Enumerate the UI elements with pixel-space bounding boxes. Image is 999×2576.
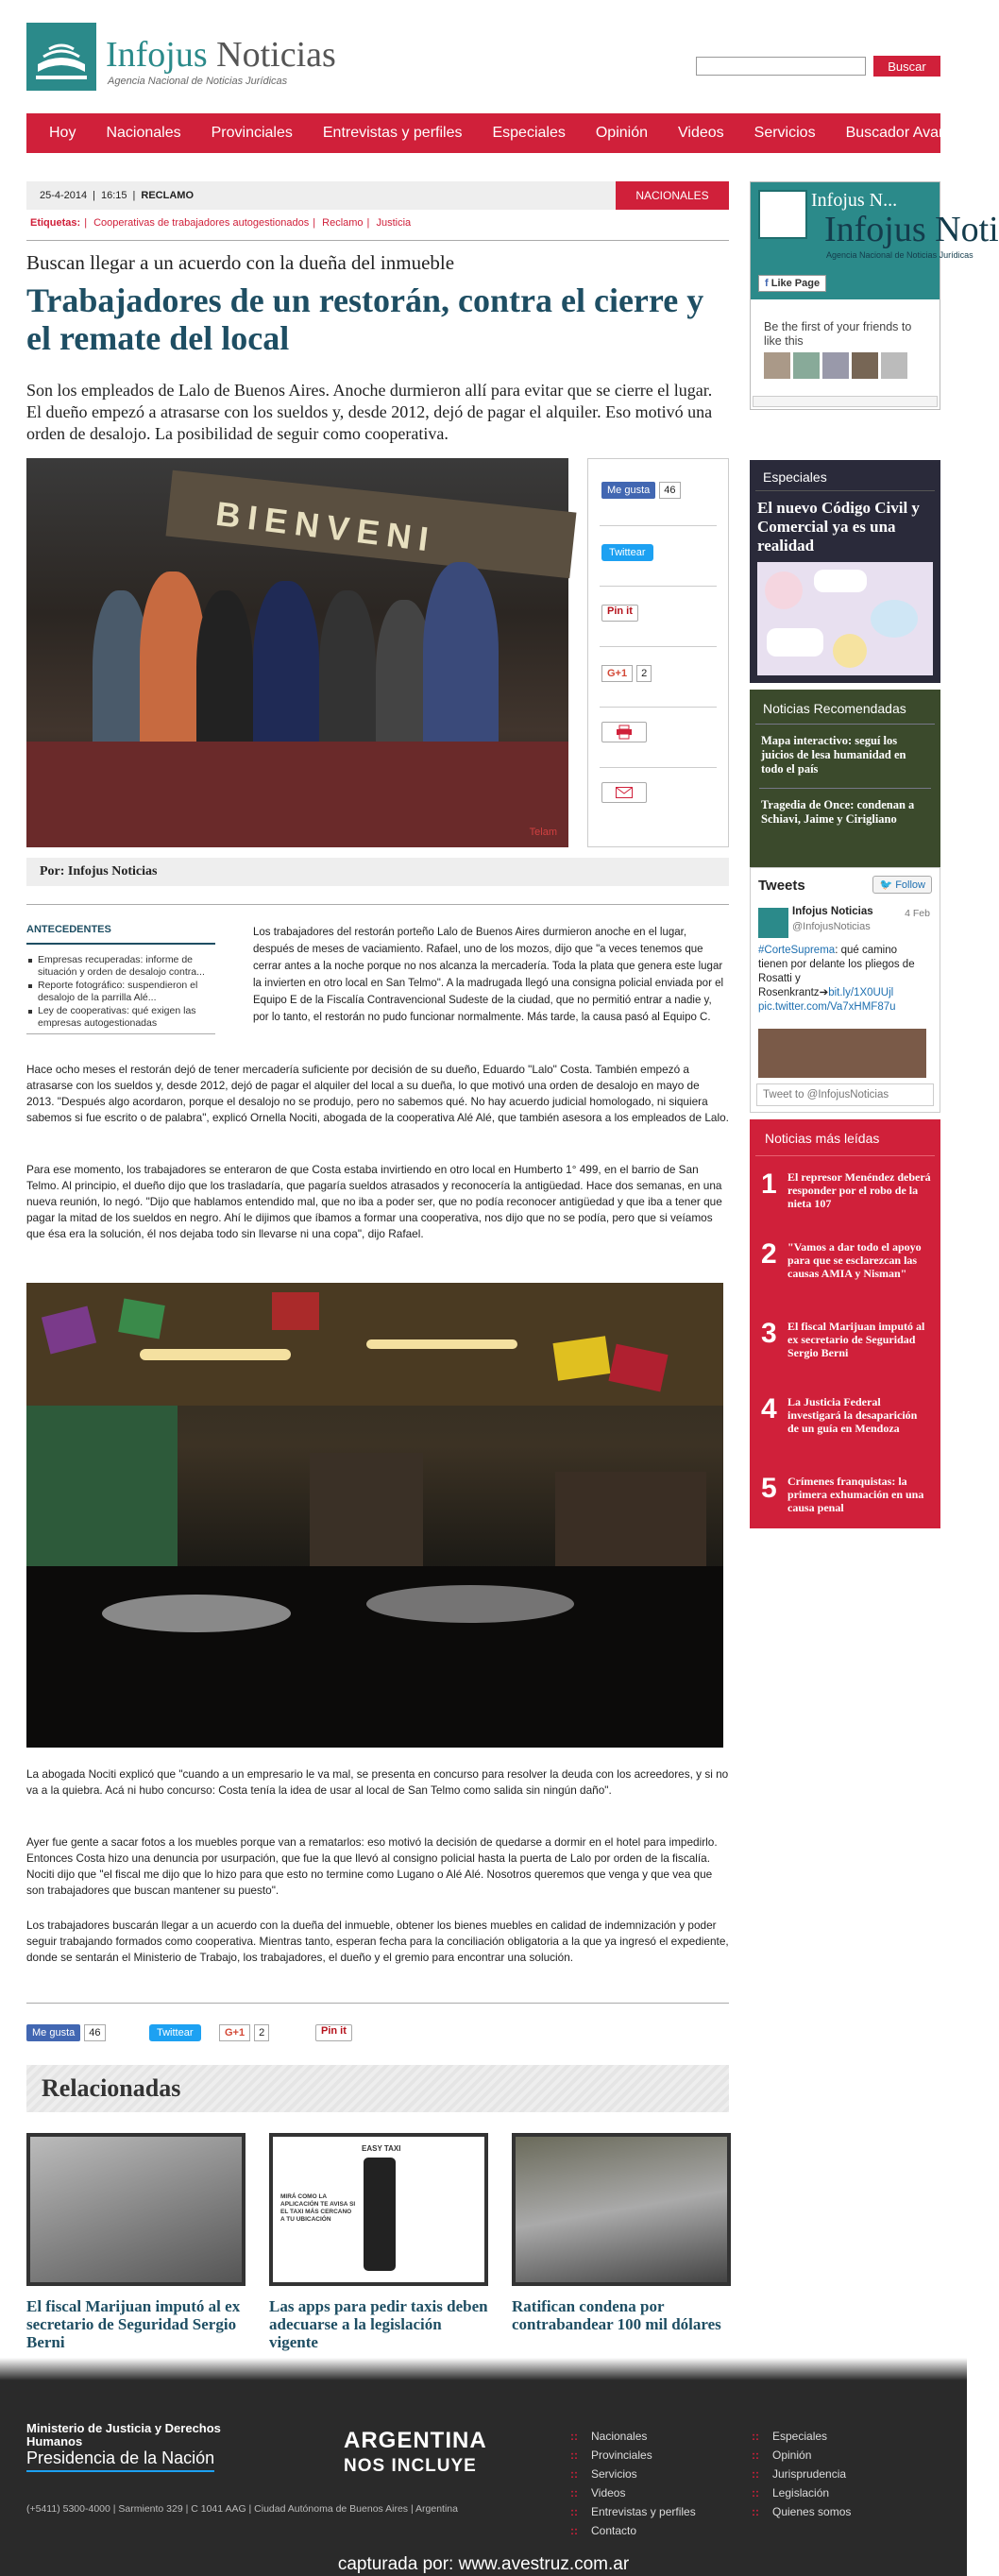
pin-it-button[interactable]: Pin it — [315, 2024, 352, 2041]
nav-hoy[interactable]: Hoy — [49, 125, 76, 141]
tag-link[interactable]: Justicia — [376, 217, 412, 229]
search-input[interactable] — [696, 57, 866, 76]
article-paragraph: Ayer fue gente a sacar fotos a los muebles porque van a rematarlos: eso motivó la decisión de quedarse a dormir en el hotel para impedirlo. Entonces Costa hizo una denuncia por usurpación, que fue la que llevó al consigno policial hasta la puerta de Lalo por orden de la fiscalía. Nociti dijo que "el fiscal me dijo que lo hizo para que esto no termine como Lugano o Alé Alé. Nosotros queremos que venga y que vea que son trabajadores que buscan mantener su puesto". — [26, 1835, 718, 1897]
related-image[interactable] — [26, 2133, 246, 2286]
tweet-image[interactable] — [758, 1029, 926, 1078]
main-nav — [26, 113, 980, 153]
presidencia-label: Presidencia de la Nación — [26, 2448, 214, 2472]
tweet-widget[interactable] — [601, 544, 653, 561]
follow-button[interactable]: 🐦 Follow — [872, 876, 932, 894]
footer-link[interactable]: :: Especiales — [752, 2430, 851, 2443]
argentina-logo-text: ARGENTINA — [344, 2428, 487, 2453]
especiales-header: Especiales — [755, 460, 935, 491]
divider — [600, 586, 717, 587]
fb-like-button[interactable]: Me gusta — [601, 482, 655, 499]
footer-link[interactable]: :: Videos — [570, 2486, 696, 2499]
footer — [0, 2380, 967, 2576]
tweet-widget[interactable] — [149, 2024, 201, 2041]
fb-like-widget[interactable] — [26, 2024, 106, 2041]
footer-link[interactable]: :: Jurisprudencia — [752, 2467, 851, 2481]
article-photo — [26, 458, 568, 847]
related-title[interactable]: Las apps para pedir taxis deben adecuarse a la legislación vigente — [269, 2297, 488, 2351]
mas-leidas-box — [750, 1119, 940, 1528]
gplus-count: 2 — [636, 665, 652, 682]
nav-especiales[interactable]: Especiales — [492, 125, 566, 141]
fb-like-page-button[interactable]: f Like Page — [758, 275, 826, 292]
photo-table — [26, 742, 568, 847]
article-time: 16:15 — [101, 190, 127, 201]
divider — [600, 646, 717, 647]
footer-links-col2 — [752, 2430, 851, 2524]
tweet-pic-link[interactable]: pic.twitter.com/Va7xHMF87u — [758, 1001, 896, 1013]
tweet-text: #CorteSuprema: qué camino tienen por delante los pliegos de Rosatti y Rosenkrantz➔bit.ly/1X0UUjl pic.twitter.com/Va7xHMF87u — [758, 945, 915, 1013]
twitter-account-name[interactable]: Infojus Noticias — [792, 906, 873, 917]
byline: Por: Infojus Noticias — [26, 858, 729, 886]
search-button[interactable]: Buscar — [873, 56, 940, 77]
divider — [26, 1033, 215, 1034]
recomendadas-header: Noticias Recomendadas — [755, 690, 935, 725]
fb-faces — [764, 352, 907, 379]
fb-like-widget[interactable] — [601, 482, 681, 499]
footer-link[interactable]: :: Provinciales — [570, 2448, 696, 2462]
article-date: 25-4-2014 — [40, 190, 88, 201]
fb-cover-sub: Agencia Nacional de Noticias Jurídicas — [826, 250, 974, 260]
book-logo-icon — [26, 23, 96, 91]
pin-widget[interactable] — [315, 2024, 352, 2041]
related-card[interactable] — [512, 2133, 731, 2333]
related-title[interactable]: Ratifican condena por contrabandear 100 mil dólares — [512, 2297, 721, 2333]
twitter-timeline — [750, 867, 940, 1113]
footer-link[interactable]: :: Entrevistas y perfiles — [570, 2505, 696, 2518]
antecedente-link[interactable]: Empresas recuperadas: informe de situación y orden de desalojo contra... — [26, 954, 215, 979]
gplus-count: 2 — [254, 2024, 269, 2041]
fb-friends-text: Be the first of your friends to like this — [764, 320, 912, 348]
page-avatar — [758, 190, 807, 239]
fb-like-count: 46 — [84, 2024, 105, 2041]
nav-entrevistas[interactable]: Entrevistas y perfiles — [322, 125, 463, 141]
antecedente-link[interactable]: Reporte fotográfico: suspendieron el desalojo de la parrilla Alé... — [26, 980, 215, 1004]
hashtag-link[interactable]: #CorteSuprema — [758, 945, 836, 956]
article-category: RECLAMO — [141, 190, 195, 201]
capture-credit: capturada por: www.avestruz.com.ar — [337, 2554, 630, 2574]
footer-address: (+5411) 5300-4000 | Sarmiento 329 | C 1041 AAG | Ciudad Autónoma de Buenos Aires | Argentina — [26, 2503, 458, 2515]
divider — [600, 707, 717, 708]
tweet-button[interactable]: Twittear — [601, 544, 653, 561]
tweet-to-input[interactable]: Tweet to @InfojusNoticias — [756, 1083, 934, 1106]
argentina-logo-sub: NOS INCLUYE — [344, 2456, 477, 2476]
tweets-header: Tweets — [758, 878, 805, 894]
phone-image — [364, 2158, 396, 2271]
pin-widget[interactable] — [601, 605, 638, 622]
footer-fade — [0, 2358, 967, 2380]
footer-link[interactable]: :: Servicios — [570, 2467, 696, 2481]
twitter-handle[interactable]: @InfojusNoticias — [792, 921, 871, 932]
nav-nacionales[interactable]: Nacionales — [106, 125, 181, 141]
photo-credit: Telam — [529, 827, 557, 838]
recomendada-link[interactable]: Mapa interactivo: seguí los juicios de lesa humanidad en todo el país — [761, 734, 906, 776]
related-card[interactable] — [269, 2133, 488, 2351]
envelope-icon[interactable] — [601, 782, 647, 803]
facebook-cover[interactable] — [751, 182, 999, 299]
tag-link[interactable]: Reclamo — [322, 217, 364, 229]
person-figure — [319, 590, 376, 760]
facebook-page-widget — [750, 181, 999, 410]
article-meta: 25-4-2014 | 16:15 | RECLAMO — [26, 181, 729, 210]
scrollbar[interactable] — [753, 396, 938, 407]
divider — [600, 767, 717, 768]
gplus-button[interactable]: G+1 — [601, 665, 633, 682]
gplus-widget[interactable] — [601, 665, 652, 682]
mas-leida-item[interactable]: 3 El fiscal Marijuan imputó al ex secretario de Seguridad Sergio Berni — [761, 1318, 925, 1359]
footer-link[interactable]: :: Legislación — [752, 2486, 851, 2499]
tags-label: Etiquetas: — [30, 217, 81, 229]
fb-like-button[interactable]: Me gusta — [26, 2024, 80, 2041]
especiales-title[interactable]: El nuevo Código Civil y Comercial ya es una realidad — [757, 499, 920, 554]
article-kicker: Buscan llegar a un acuerdo con la dueña del inmueble — [26, 251, 455, 274]
footer-link[interactable]: :: Contacto — [570, 2524, 696, 2537]
related-card[interactable] — [26, 2133, 246, 2351]
photo-sign-text: BIENVENI — [213, 493, 438, 560]
mas-leida-item[interactable]: 5 Crímenes franquistas: la primera exhumación en una causa penal — [761, 1473, 924, 1514]
nav-opinion[interactable]: Opinión — [595, 125, 649, 141]
recomendada-link[interactable]: Tragedia de Once: condenan a Schiavi, Jaime y Cirigliano — [761, 798, 915, 826]
fb-page-name[interactable]: Infojus N... — [811, 190, 898, 211]
tweet-link[interactable]: bit.ly/1X0UUjl — [828, 987, 894, 998]
share-box — [587, 458, 729, 847]
fb-cover-title: Infojus Noti — [824, 210, 999, 249]
ministerio-label: Ministerio de Justicia y Derechos Humanos — [26, 2421, 221, 2448]
person-figure — [423, 562, 499, 760]
tweet-button[interactable]: Twittear — [149, 2024, 201, 2041]
antecedente-link[interactable]: Ley de cooperativas: qué exigen las empresas autogestionadas — [26, 1005, 215, 1030]
article-paragraph: Hace ocho meses el restorán dejó de tener mercadería suficiente por decisión de su dueño, Eduardo "Lalo" Costa. También empezó a atrasarse con los sueldos y, desde 2012, dejó de pagar el alquiler del local a su dueña, lo que motivó una orden de desalojo en mayo de 2013. "Después algo acordaron, porque el desalojo no se produjo, pero no sabemos qué. No hay acuerdo judicial homologado, ni siquiera sabemos si fue escrito o de palabra", explicó Ornella Nociti, abogada de la cooperativa Alé Alé, que también asesora a los empleados de Lalo. — [26, 1063, 729, 1124]
related-image[interactable] — [512, 2133, 731, 2286]
especiales-image[interactable] — [757, 562, 933, 675]
article-lead: Son los empleados de Lalo de Buenos Aires. Anoche durmieron allí para evitar que se cierre el lugar. El dueño empezó a atrasarse con los sueldos y, desde 2012, dejó de pagar el alquiler. Eso motivó una orden de desalojo. La posibilidad de seguir como cooperativa. — [26, 381, 713, 443]
article-headline: Trabajadores de un restorán, contra el cierre y el remate del local — [26, 281, 704, 357]
restaurant-photo — [26, 1283, 723, 1748]
site-tagline: Agencia Nacional de Noticias Jurídicas — [108, 76, 288, 87]
twitter-avatar[interactable] — [758, 908, 788, 938]
pin-it-button[interactable]: Pin it — [601, 605, 638, 622]
tag-link[interactable]: Cooperativas de trabajadores autogestionados — [93, 217, 310, 229]
nav-servicios[interactable]: Servicios — [753, 125, 816, 141]
printer-icon[interactable] — [601, 722, 647, 742]
gplus-button[interactable]: G+1 — [219, 2024, 250, 2041]
mas-leida-item[interactable]: 1 El represor Menéndez deberá responder por el robo de la nieta 107 — [761, 1169, 931, 1210]
person-figure — [196, 590, 253, 760]
mas-leidas-header: Noticias más leídas — [755, 1119, 935, 1156]
tags-line: Etiquetas: | Cooperativas de trabajadores autogestionados | Reclamo | Justicia — [26, 217, 729, 229]
related-title[interactable]: El fiscal Marijuan imputó al ex secretario de Seguridad Sergio Berni — [26, 2297, 241, 2351]
antecedentes-title: ANTECEDENTES — [26, 924, 215, 945]
divider — [26, 904, 729, 905]
mas-leida-item[interactable]: 4 La Justicia Federal investigará la desaparición de un guía en Mendoza — [761, 1393, 918, 1435]
nav-videos[interactable]: Videos — [678, 125, 724, 141]
article-paragraph: La abogada Nociti explicó que "cuando a un empresario le va mal, se presenta en concurso para resolver la deuda con los acreedores, y si no va a la quiebra. Acá ni hubo concurso: Costa tenía la idea de usar al local de San Telmo como salida sin ningún daño". — [26, 1767, 729, 1797]
footer-link[interactable]: :: Opinión — [752, 2448, 851, 2462]
bottom-share-bar — [26, 2022, 729, 2044]
tweet-date[interactable]: 4 Feb — [905, 908, 930, 919]
article-paragraph: Para ese momento, los trabajadores se enteraron de que Costa estaba invirtiendo en otro local en Humberto 1° 499, en el barrio de San Telmo. Al principio, el dueño dijo que los trasladaría, que pagaría sueldos atrasados y reconocería la antigüedad. Hace dos semanas, en una nueva reunión, lo negó. "Dijo que hablamos entendido mal, que no iba a poder ser, que no podía reconocer antigüedad y que iba a tener que pagar la mitad de los sueldos en negro. Ahí le dijimos que íbamos a formar una cooperativa, nos dijo que no se podía, pero que si veíamos que ésa era la solución, él nos dejaba todo sin llevarse ni una copa", dijo Rafael. — [26, 1163, 722, 1240]
nav-buscador[interactable]: Buscador Avanzado — [845, 125, 980, 141]
fb-like-count: 46 — [659, 482, 680, 499]
person-figure — [253, 581, 319, 760]
taxi-ad-caption: EASY TAXI — [362, 2144, 401, 2153]
footer-link[interactable]: :: Nacionales — [570, 2430, 696, 2443]
especiales-box[interactable] — [750, 460, 940, 683]
site-logo[interactable] — [26, 23, 385, 94]
footer-link[interactable]: :: Quienes somos — [752, 2505, 851, 2518]
related-header: Relacionadas — [26, 2065, 729, 2112]
gplus-widget[interactable] — [219, 2024, 269, 2041]
divider — [26, 240, 729, 241]
article-paragraph: Los trabajadores buscarán llegar a un acuerdo con la dueña del inmueble, obtener los bienes muebles en calidad de indemnización y poder seguir trabajando formados como cooperativa. Mientras tanto, esperan fecha para la conciliación obligatoria a la que ya ingresó el expediente, donde se sentarán el Ministerio de Trabajo, los trabajadores, el dueño y el gremio para encontrar una solución. — [26, 1919, 729, 1964]
article-intro: Los trabajadores del restorán porteño Lalo de Buenos Aires durmieron anoche en el lugar, después de meses de vaciamiento. Rafael, uno de los mozos, dijo que "a veces tenemos que cerrar antes a la noche porque no nos alcanza la mercadería. Toda la plata que genera este lugar la invierten en otro local en San Telmo". A la madrugada llegó una consigna policial enviada por el Equipo E de la Fiscalía Contravencional Sudeste de la ciudad, que no permitió entrar a nadie y, por lo tanto, el restorán no pudo funcionar normalmente. Más tarde, la causa pasó al Equipo C. — [253, 927, 724, 1023]
divider — [600, 525, 717, 526]
footer-links-col1 — [570, 2430, 696, 2543]
related-image[interactable] — [269, 2133, 488, 2286]
antecedentes-box — [26, 924, 215, 1034]
mas-leida-item[interactable]: 2 "Vamos a dar todo el apoyo para que se esclarezcan las causas AMIA y Nisman" — [761, 1238, 922, 1280]
nav-provinciales[interactable]: Provinciales — [211, 125, 293, 141]
site-name: Infojus Noticias — [106, 35, 336, 75]
divider — [26, 2003, 729, 2004]
section-badge[interactable]: NACIONALES — [616, 181, 729, 210]
taxi-ad-text: MIRÁ COMO LA APLICACIÓN TE AVISA SI EL TAXI MÁS CERCANO A TU UBICACIÓN — [280, 2193, 356, 2223]
